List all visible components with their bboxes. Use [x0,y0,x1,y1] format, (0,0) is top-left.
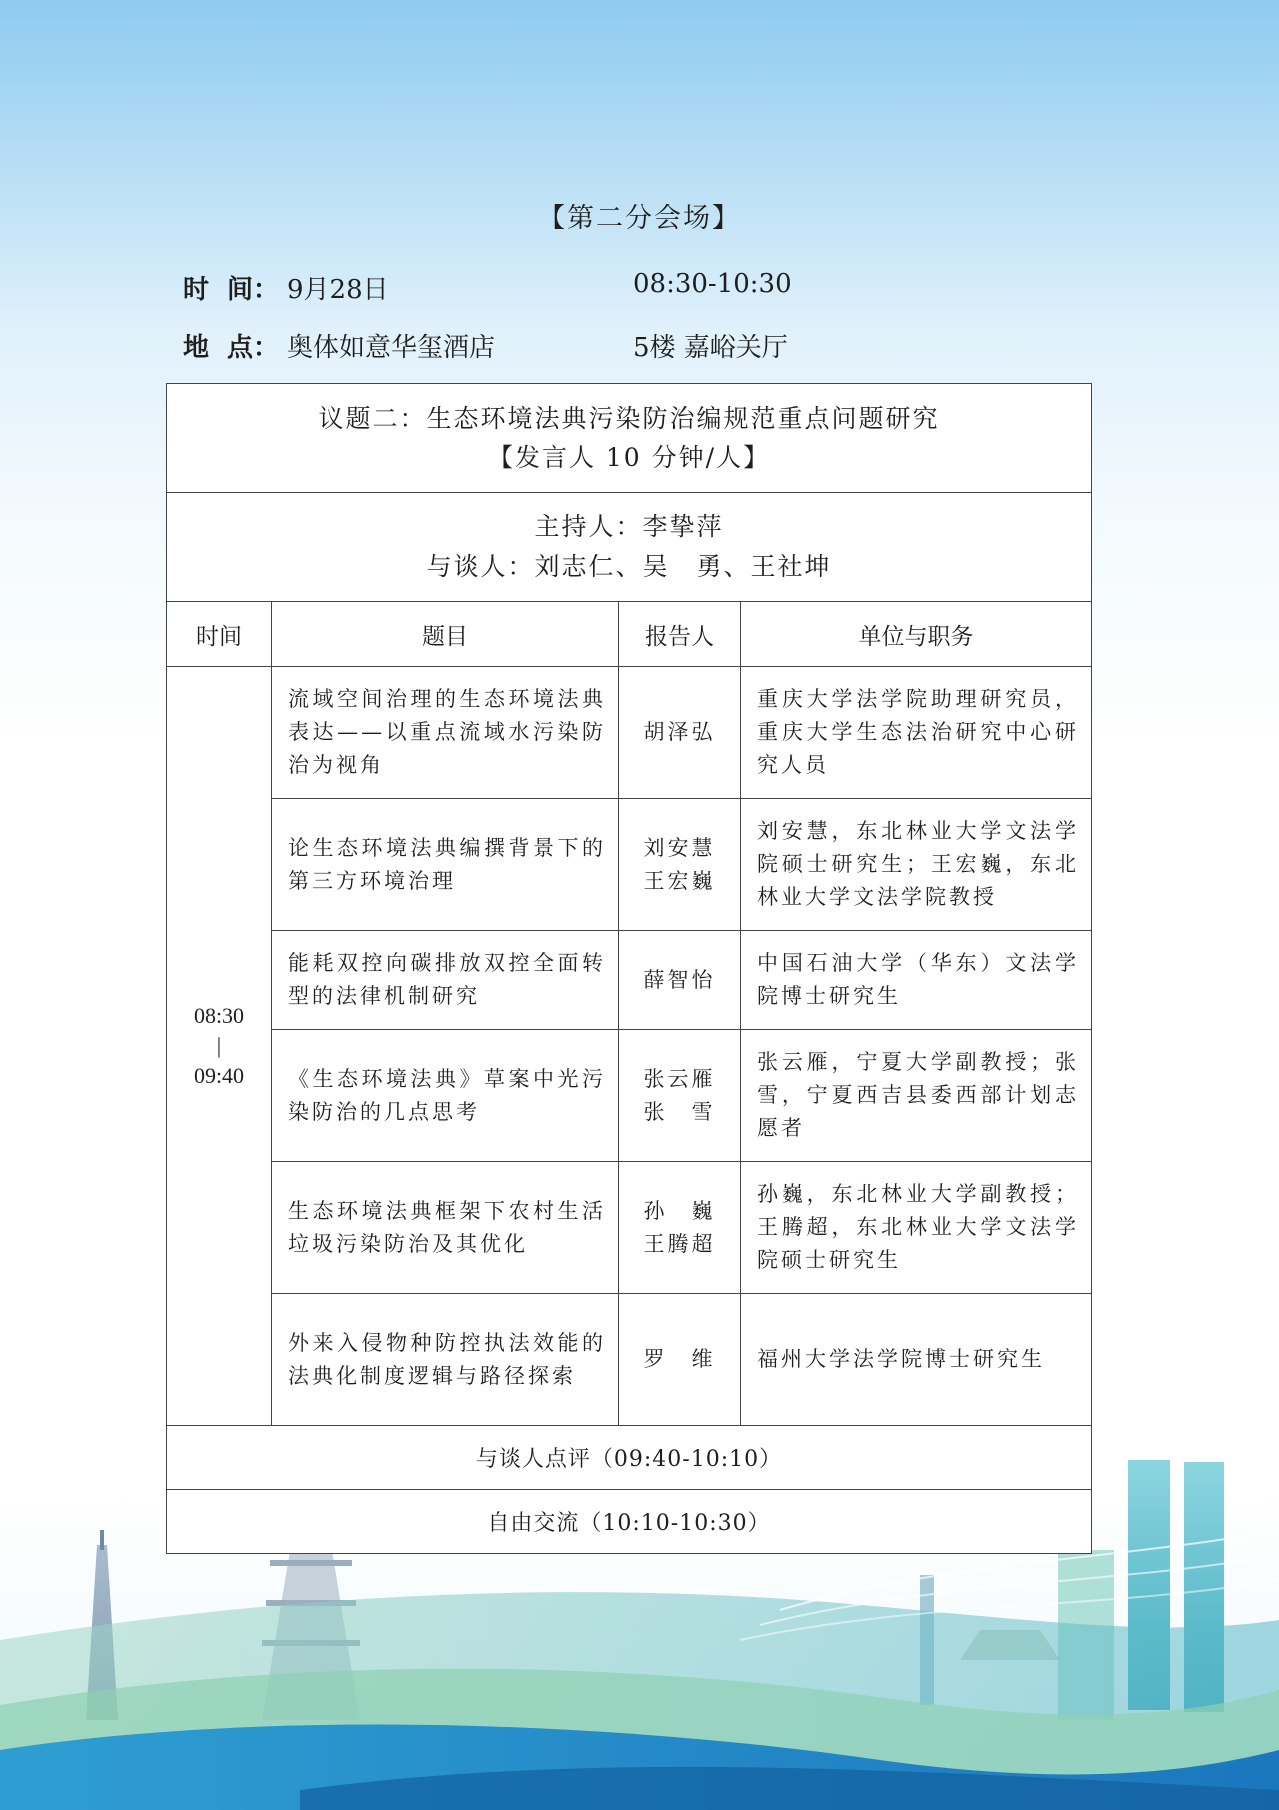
time-end: 09:40 [193,1063,245,1088]
report-title: 论生态环境法典编撰背景下的第三方环境治理 [272,799,619,931]
speaker-name: 张云雁 [643,1066,716,1091]
agenda-table [166,383,1092,1554]
table-row [167,1294,1092,1426]
moderator: 主持人：李挚萍 [534,512,724,541]
table-row [167,1162,1092,1294]
place-room: 5楼 嘉峪关厅 [633,333,788,363]
hosts-cell [167,493,1092,602]
report-speaker [619,1030,741,1162]
hosts-row [167,493,1092,602]
report-unit: 中国石油大学（华东）文法学院博士研究生 [741,931,1092,1030]
comment-row [167,1426,1092,1490]
speaker-name: 张 雪 [643,1099,716,1124]
place-label [183,327,279,364]
time-range: 08:30-10:30 [633,269,792,299]
time-date: 9月28日 [287,275,389,305]
speaker-name: 薛智怡 [643,967,716,992]
report-speaker [619,1294,741,1426]
header-title: 题目 [272,602,619,667]
report-title: 能耗双控向碳排放双控全面转型的法律机制研究 [272,931,619,1030]
time-block [167,667,272,1426]
report-speaker [619,667,741,799]
header-unit: 单位与职务 [741,602,1092,667]
report-title: 外来入侵物种防控执法效能的法典化制度逻辑与路径探索 [272,1294,619,1426]
free-exchange-cell: 自由交流（10:10-10:30） [167,1490,1092,1554]
free-exchange-row [167,1490,1092,1554]
time-start: 08:30 [193,1003,245,1028]
place-venue: 奥体如意华玺酒店 [287,333,496,363]
time-label [183,269,279,306]
report-speaker [619,931,741,1030]
report-unit: 张云雁，宁夏大学副教授；张雪，宁夏西吉县委西部计划志愿者 [741,1030,1092,1162]
topic-row [167,384,1092,493]
topic-note: 【发言人 10 分钟/人】 [487,443,771,472]
report-speaker [619,799,741,931]
table-row [167,667,1092,799]
report-speaker [619,1162,741,1294]
place-label-char: 点： [227,333,280,363]
comment-cell: 与谈人点评（09:40-10:10） [167,1426,1092,1490]
report-title: 生态环境法典框架下农村生活垃圾污染防治及其优化 [272,1162,619,1294]
speaker-name: 王腾超 [643,1231,716,1256]
report-unit: 重庆大学法学院助理研究员，重庆大学生态法治研究中心研究人员 [741,667,1092,799]
discussants: 与谈人：刘志仁、吴 勇、王社坤 [426,552,832,581]
table-row [167,1030,1092,1162]
speaker-name: 刘安慧 [643,835,716,860]
table-row [167,799,1092,931]
session-title: 【第二分会场】 [538,203,741,234]
report-title: 流域空间治理的生态环境法典表达——以重点流域水污染防治为视角 [272,667,619,799]
table-header-row [167,602,1092,667]
table-row [167,931,1092,1030]
place-label-char: 地 [183,333,210,363]
time-sep: | [216,1033,222,1058]
time-label-char: 间： [227,275,280,305]
report-title: 《生态环境法典》草案中光污染防治的几点思考 [272,1030,619,1162]
topic-cell [167,384,1092,493]
speaker-name: 胡泽弘 [643,720,716,744]
speaker-name: 罗 维 [643,1347,716,1371]
report-unit: 福州大学法学院博士研究生 [741,1294,1092,1426]
header-speaker: 报告人 [619,602,741,667]
topic-title: 议题二：生态环境法典污染防治编规范重点问题研究 [318,404,940,433]
time-label-char: 时 [183,275,210,305]
header-time: 时间 [167,602,272,667]
report-unit: 刘安慧，东北林业大学文法学院硕士研究生；王宏巍，东北林业大学文法学院教授 [741,799,1092,931]
speaker-name: 王宏巍 [643,868,716,893]
speaker-name: 孙 巍 [643,1198,716,1223]
report-unit: 孙巍，东北林业大学副教授；王腾超，东北林业大学文法学院硕士研究生 [741,1162,1092,1294]
